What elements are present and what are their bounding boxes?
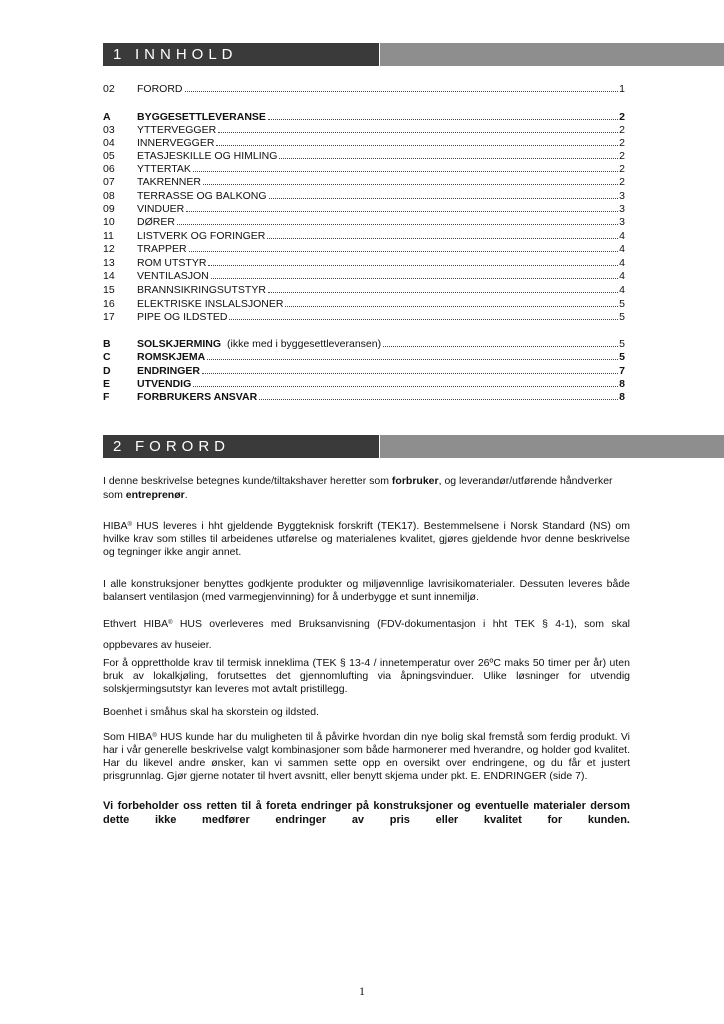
toc-page: 4 [619, 284, 625, 296]
brand-name: HIBA [143, 618, 169, 630]
toc-title: TRAPPER [137, 243, 187, 255]
toc-leader [202, 372, 618, 374]
paragraph-tek17 [103, 519, 630, 559]
text: For å opprettholde krav til termisk inneklima (TEK § 13-4 / innetemperatur over 26ºC maks 50 timer per år) uten bruk av lokalkjøling, forutsettes det gjennomlufting via åpningsvinduer. Ulike løsninger for utvendig solskjermingsutstyr kan leveres mot avtalt pristillegg. [103, 657, 630, 695]
toc-title: DØRER [137, 216, 175, 228]
toc-leader [285, 305, 618, 307]
toc-row[interactable] [103, 270, 625, 283]
toc-page: 5 [619, 351, 625, 363]
text: HUS leveres i hht gjeldende Byggteknisk forskrift (TEK17). Bestemmelsene i Norsk Standard (NS) om hvilke krav som stilles til arbeidenes utførelse og materialenes kvalitet, gjøres gjeldende hvor denne beskrivelse og tegninger ikke angir annet. [103, 520, 630, 558]
toc-title: YTTERTAK [137, 163, 191, 175]
paragraph-skorstein [103, 706, 630, 719]
toc-title: SOLSKJERMING [137, 338, 222, 350]
toc-title: LISTVERK OG FORINGER [137, 230, 266, 242]
toc-title: ROM UTSTYR [137, 257, 207, 269]
toc-page: 4 [619, 243, 625, 255]
toc-leader [193, 385, 618, 387]
toc-page: 7 [619, 365, 625, 377]
paragraph-fdv [103, 613, 630, 656]
toc-page: 8 [619, 391, 625, 403]
toc-leader [186, 210, 618, 212]
toc-row[interactable] [103, 298, 625, 311]
toc-row[interactable] [103, 351, 625, 364]
toc-title: ROMSKJEMA [137, 351, 206, 363]
toc-page: 4 [619, 270, 625, 282]
section-header-light-bar [380, 43, 724, 66]
section-header-innhold [103, 43, 724, 66]
toc-number: 17 [103, 311, 115, 323]
toc-title: TAKRENNER [137, 176, 201, 188]
toc-row[interactable] [103, 137, 625, 150]
term-forbruker: forbruker [391, 475, 439, 487]
toc-page: 2 [619, 176, 625, 188]
paragraph-intro [103, 474, 630, 502]
toc-number: A [103, 111, 111, 123]
toc-number: 06 [103, 163, 115, 175]
toc-number: 14 [103, 270, 115, 282]
toc-title: ETASJESKILLE OG HIMLING [137, 150, 278, 162]
toc-leader [229, 318, 618, 320]
toc-leader [267, 237, 618, 239]
toc-leader [207, 358, 618, 360]
section-title: INNHOLD [135, 46, 238, 63]
toc-row[interactable] [103, 203, 625, 216]
toc-leader [185, 90, 619, 92]
toc-row[interactable] [103, 257, 625, 270]
section-number: 2 [113, 438, 122, 455]
toc-page: 4 [619, 230, 625, 242]
toc-row[interactable] [103, 284, 625, 297]
toc-leader [259, 398, 618, 400]
page-number: 1 [359, 984, 365, 998]
toc-title: FORORD [137, 83, 183, 95]
brand-name: HIBA [103, 520, 128, 532]
toc-leader [218, 131, 618, 133]
toc-row[interactable] [103, 190, 625, 203]
toc-row[interactable] [103, 124, 625, 137]
text: Ethvert [103, 618, 144, 630]
toc-page: 4 [619, 257, 625, 269]
toc-title: PIPE OG ILDSTED [137, 311, 228, 323]
registered-mark: ® [152, 733, 157, 739]
toc-row[interactable] [103, 311, 625, 324]
toc-row[interactable] [103, 391, 625, 404]
toc-number: 13 [103, 257, 115, 269]
toc-row[interactable] [103, 230, 625, 243]
toc-number: B [103, 338, 111, 350]
toc-leader [203, 183, 618, 185]
section-title: FORORD [135, 438, 230, 455]
toc-row[interactable] [103, 111, 625, 124]
toc-row[interactable] [103, 365, 625, 378]
toc-page: 2 [619, 150, 625, 162]
toc-title: ELEKTRISKE INSLALSJONER [137, 298, 284, 310]
section-header-dark-bar [103, 43, 379, 66]
toc-title: FORBRUKERS ANSVAR [137, 391, 258, 403]
toc-number: 16 [103, 298, 115, 310]
toc-page: 2 [619, 163, 625, 175]
toc-leader [211, 277, 618, 279]
toc-row[interactable] [103, 83, 625, 96]
section-header-light-bar [380, 435, 724, 458]
toc-page: 5 [619, 298, 625, 310]
toc-title: ENDRINGER [137, 365, 201, 377]
toc-title: VENTILASJON [137, 270, 209, 282]
toc-leader [177, 223, 618, 225]
toc-leader [269, 197, 619, 199]
toc-page: 2 [619, 111, 625, 123]
text: Boenhet i småhus skal ha skorstein og ildsted. [103, 706, 319, 718]
toc-number: 09 [103, 203, 115, 215]
toc-leader [193, 170, 618, 172]
toc-row[interactable] [103, 176, 625, 189]
toc-number: F [103, 391, 110, 403]
toc-number: 12 [103, 243, 115, 255]
toc-leader [208, 264, 618, 266]
toc-row[interactable] [103, 338, 625, 351]
toc-number: D [103, 365, 111, 377]
text: HUS overleveres med Bruksanvisning (FDV-dokumentasjon i hht TEK § 4-1), som skal oppbevares av huseier. [103, 618, 630, 651]
text: Som [103, 731, 128, 743]
toc-number: 03 [103, 124, 115, 136]
paragraph-forbehold [103, 799, 630, 827]
toc-row[interactable] [103, 378, 625, 391]
toc-title: BYGGESETTLEVERANSE [137, 111, 266, 123]
toc-number: 05 [103, 150, 115, 162]
toc-number: 15 [103, 284, 115, 296]
toc-number: 10 [103, 216, 115, 228]
toc-number: 04 [103, 137, 115, 149]
toc-row[interactable] [103, 163, 625, 176]
toc-note: (ikke med i byggesettleveransen) [227, 338, 382, 350]
toc-leader [216, 144, 618, 146]
toc-page: 2 [619, 124, 625, 136]
section-number: 1 [113, 46, 122, 63]
toc-page: 5 [619, 338, 625, 350]
toc-leader [268, 291, 618, 293]
paragraph-kunde [103, 730, 630, 783]
toc-leader [268, 118, 618, 120]
toc-page: 3 [619, 203, 625, 215]
toc-title: BRANNSIKRINGSUTSTYR [137, 284, 266, 296]
brand-name: HIBA [127, 731, 153, 743]
text: I alle konstruksjoner benyttes godkjente produkter og miljøvennlige lavrisikomaterialer. Dessuten leveres både balansert ventilasjon (med varmegjenvinning) for å underbygge et sunt innemiljø. [103, 578, 630, 603]
toc-number: 11 [103, 230, 114, 242]
toc-title: UTVENDIG [137, 378, 192, 390]
toc-number: E [103, 378, 111, 390]
toc-page: 8 [619, 378, 625, 390]
toc-title: VINDUER [137, 203, 185, 215]
registered-mark: ® [127, 522, 132, 528]
toc-leader [383, 345, 618, 347]
toc-title: TERRASSE OG BALKONG [137, 190, 267, 202]
paragraph-materials [103, 578, 630, 604]
toc-leader [279, 157, 618, 159]
toc-number: C [103, 351, 111, 363]
toc-row[interactable] [103, 150, 625, 163]
registered-mark: ® [168, 620, 173, 626]
toc-page: 1 [619, 83, 625, 95]
toc-number: 02 [103, 83, 115, 95]
text: Vi forbeholder oss retten til å foreta endringer på konstruksjoner og eventuelle materialer dersom dette ikke medfører endringer av pris eller kvalitet for kunden. [103, 800, 630, 826]
toc-page: 5 [619, 311, 625, 323]
section-header-dark-bar [103, 435, 379, 458]
text: HUS kunde har du muligheten til å påvirke hvordan din nye bolig skal fremstå som ferdig produkt. Vi har i vår generelle beskrivelse valgt kombinasjoner som både harmonerer med hverandre, og holder god kvalitet. Har du likevel andre ønsker, kan vi sammen sette opp en oversikt over endringene, og du får et justert prisgrunnlag. Gjør gjerne notater til hvert avsnitt, eller benytt skjema under pkt. E. ENDRINGER (side 7). [103, 731, 630, 782]
text: , og leverandør/utførende håndverker som [103, 475, 613, 501]
toc-leader [189, 250, 619, 252]
toc-number: 08 [103, 190, 115, 202]
toc-row[interactable] [103, 216, 625, 229]
toc-row[interactable] [103, 243, 625, 256]
toc-page: 3 [619, 216, 625, 228]
toc-number: 07 [103, 176, 115, 188]
text: I denne beskrivelse betegnes kunde/tiltakshaver heretter som [103, 475, 392, 487]
toc-page: 3 [619, 190, 625, 202]
toc-title: YTTERVEGGER [137, 124, 217, 136]
toc-title: INNERVEGGER [137, 137, 215, 149]
toc-page: 2 [619, 137, 625, 149]
text: . [184, 489, 188, 501]
term-entreprenor: entreprenør [125, 489, 185, 501]
paragraph-inneklima [103, 657, 630, 696]
section-header-forord [103, 435, 724, 458]
